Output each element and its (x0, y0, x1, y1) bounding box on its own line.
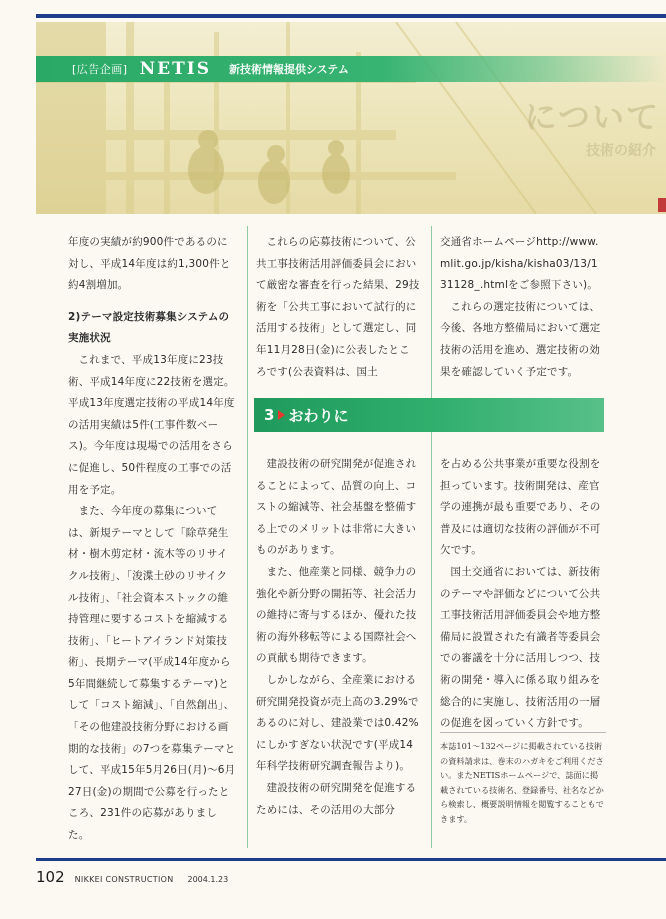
column-middle (256, 232, 420, 383)
subsection-heading: 2)テーマ設定技術募集システムの実施状況 (68, 310, 230, 345)
ad-label: [広告企画] (72, 63, 128, 76)
paragraph: 建設技術の研究開発を促進するためには、その活用の大部分 (256, 781, 417, 816)
system-name: 新技術情報提供システム (228, 63, 349, 76)
issue-date: 2004.1.23 (187, 875, 229, 884)
netis-logo-text: NETIS (139, 59, 211, 79)
paragraph: 交通省ホームページhttp://www.mlit.go.jp/kisha/kisha03/13/131128_.htmlをご参照下さい)。 (440, 236, 599, 292)
reader-note: 本誌101〜132ページに掲載されている技術の資料請求は、巻末のハガキをご利用ください。またNETISホームページで、誌面に掲載されている技術名、登録番号、社名などから検索し、概要説明情報を閲覧することもできます。 (440, 732, 606, 827)
faded-subtitle: 技術の紹介 (586, 143, 656, 159)
paragraph: 建設技術の研究開発が促進されることによって、品質の向上、コストの縮減等、社会基盤を整備する上でのメリットは非常に大きいものがあります。 (256, 458, 417, 557)
paragraph: しかしながら、全産業における研究開発投資が売上高の3.29%であるのに対し、建設業では0.42%にしかすぎない状況です(平成14年科学技術研究調査報告より)。 (256, 673, 419, 773)
paragraph: また、他産業と同様、競争力の強化や新分野の開拓等、社会活力の維持に寄与するほか、優れた技術の海外移転等による国際社会への貢献も期待できます。 (256, 565, 417, 665)
page-number: 102 (36, 868, 65, 886)
section-title: おわりに (288, 406, 349, 425)
section-heading-bar (254, 398, 604, 432)
column-right-lower (440, 454, 604, 735)
paragraph: これまで、平成13年度に23技術、平成14年度に22技術を選定。平成13年度選定技術の平成14年度の活用実績は5件(工事件数ベース)。今年度は現場での活用をさらに促進し、50件程度の工事での活用を予定。 (68, 353, 235, 496)
section-number: 3 (264, 406, 275, 424)
paragraph: 年度の実績が約900件であるのに対し、平成14年度は約1,300件と約4割増加。 (68, 236, 231, 292)
column-left (68, 232, 236, 847)
arrow-right-icon (278, 410, 285, 420)
column-divider (247, 226, 248, 848)
faded-title: について (524, 98, 660, 136)
paragraph: を占める公共事業が重要な役割を担っています。技術開発は、産官学の連携が最も重要であり、その普及には適切な技術の評価が不可欠です。 (440, 458, 601, 557)
advertorial-banner (36, 56, 666, 82)
publication-name: NIKKEI CONSTRUCTION (74, 875, 174, 884)
column-right (440, 232, 604, 383)
corner-mark (658, 198, 666, 212)
top-rule (36, 14, 666, 18)
paragraph: これらの選定技術については、今後、各地方整備局において選定技術の活用を進め、選定技術の効果を確認していく予定です。 (440, 300, 601, 378)
paragraph: また、今年度の募集については、新規テーマとして「除草発生材・樹木剪定材・流木等のリサイクル技術」、「浚渫土砂のリサイクル技術」、「社会資本ストックの維持管理に要するコストを縮減する技術」、「ヒートアイランド対策技術」、長期テーマ(平成14年度から5年間継続して募集するテーマ)として「コスト縮減」、「自然創出」、「その他建設技術分野における画期的な技術」の7つを募集テーマとして、平成15年5月26日(月)〜6月27日(金)の期間で公募を行ったところ、231件の応募がありました。 (68, 505, 236, 842)
paragraph: これらの応募技術について、公共工事技術活用評価委員会において厳密な審査を行った結果、29技術を「公共工事において試行的に活用する技術」として選定し、同年11月28日(金)に公表したところです(公表資料は、国土 (256, 236, 420, 378)
column-middle-lower (256, 454, 420, 821)
column-divider (431, 226, 432, 848)
paragraph: 国土交通省においては、新技術のテーマや評価などについて公共工事技術活用評価委員会や地方整備局に設置された有識者等委員会での審議を十分に活用しつつ、技術の開発・導入に係る取り組みを総合的に実施し、技術活用の一層の促進を図っていく方針です。 (440, 565, 601, 730)
page-footer (36, 868, 228, 886)
bottom-rule (36, 858, 666, 861)
